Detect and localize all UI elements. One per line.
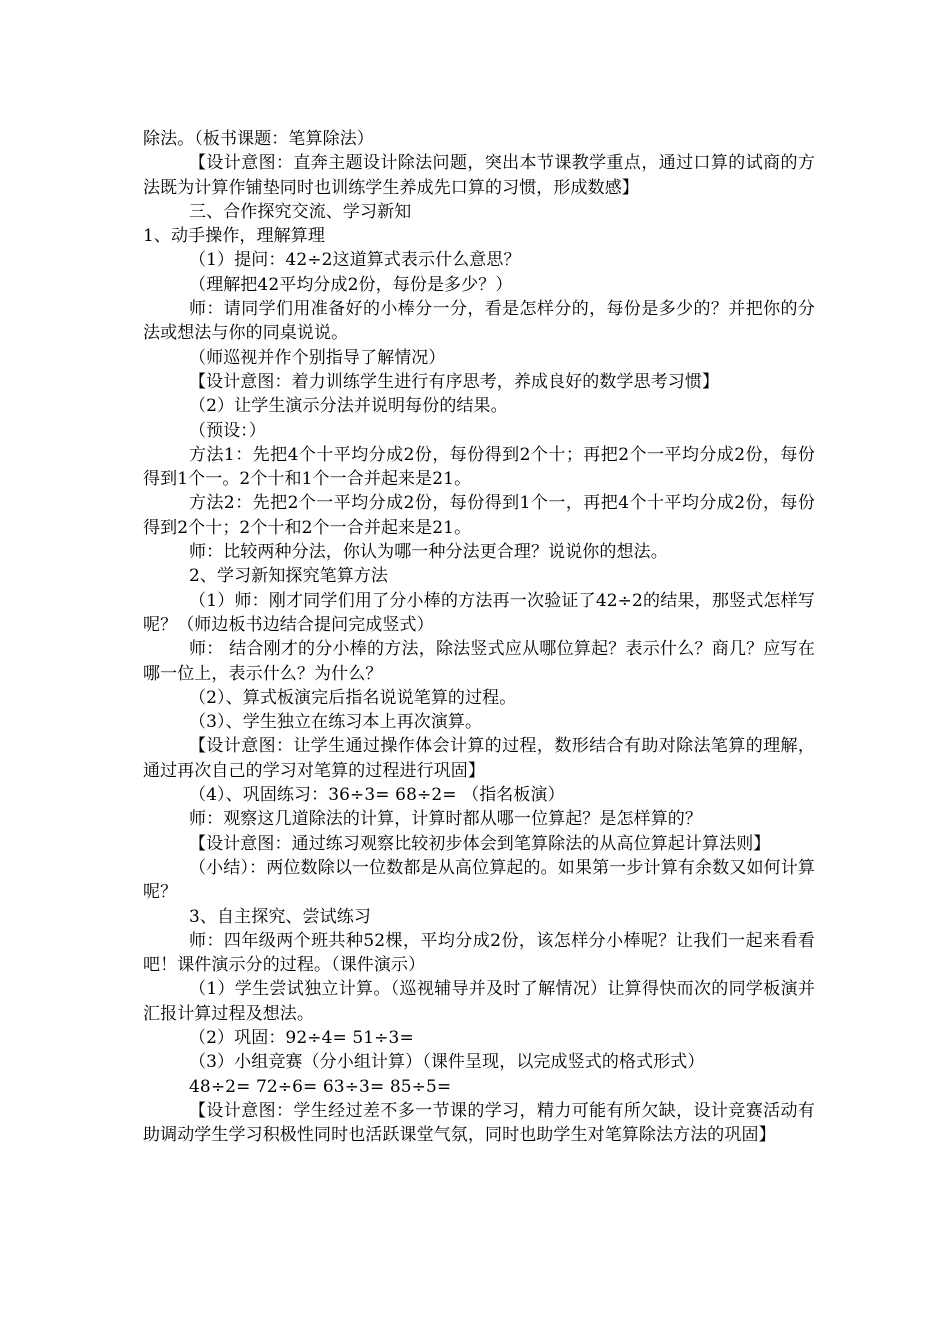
paragraph: （1）学生尝试独立计算。（巡视辅导并及时了解情况）让算得快而次的同学板演并汇报计算过程及想法。 <box>143 979 815 1024</box>
paragraph: 师：观察这几道除法的计算，计算时都从哪一位算起？是怎样算的？ <box>189 809 702 830</box>
paragraph: 1、动手操作，理解算理 <box>143 226 325 247</box>
paragraph: （1）提问：42÷2这道算式表示什么意思？ <box>189 250 521 271</box>
paragraph: （3）、学生独立在练习本上再次演算。 <box>189 712 483 733</box>
paragraph: （理解把42平均分成2份，每份是多少？） <box>189 274 513 295</box>
paragraph: 3、自主探究、尝试练习 <box>189 906 371 927</box>
paragraph: 方法1：先把4个十平均分成2份，每份得到2个十；再把2个一平均分成2份，每份得到1个一。2个十和1个一合并起来是21。 <box>143 444 815 490</box>
paragraph: 方法2：先把2个一平均分成2份，每份得到1个一，再把4个十平均分成2份，每份得到2个十；2个十和2个一合并起来是21。 <box>143 493 815 538</box>
paragraph: 三、合作探究交流、学习新知 <box>189 201 412 222</box>
paragraph: （3）小组竞赛（分小组计算）（课件呈现，以完成竖式的格式形式） <box>189 1052 705 1073</box>
paragraph: （师巡视并作个别指导了解情况） <box>189 347 446 368</box>
paragraph: （1）师：刚才同学们用了分小棒的方法再一次验证了42÷2的结果，那竖式怎样写呢？（师边板书边结合提问完成竖式） <box>143 590 815 635</box>
paragraph: 师：比较两种分法，你认为哪一种分法更合理？说说你的想法。 <box>189 542 668 563</box>
paragraph: 【设计意图：通过练习观察比较初步体会到笔算除法的从高位算起计算法则】 <box>189 833 771 854</box>
document-body <box>143 127 815 1147</box>
paragraph: （预设：） <box>189 420 266 441</box>
paragraph: （2）、算式板演完后指名说说笔算的过程。 <box>189 687 517 708</box>
paragraph: 【设计意图：让学生通过操作体会计算的过程，数形结合有助对除法笔算的理解，通过再次自己的学习对笔算的过程进行巩固】 <box>143 736 815 781</box>
paragraph: 师：四年级两个班共种52棵，平均分成2份，该怎样分小棒呢？让我们一起来看看吧！课件演示分的过程。（课件演示） <box>143 930 815 976</box>
paragraph: 【设计意图：学生经过差不多一节课的学习，精力可能有所欠缺，设计竞赛活动有助调动学生学习积极性同时也活跃课堂气氛，同时也助学生对笔算除法方法的巩固】 <box>143 1100 815 1146</box>
paragraph: 【设计意图：直奔主题设计除法问题，突出本节课教学重点，通过口算的试商的方法既为计算作铺垫同时也训练学生养成先口算的习惯，形成数感】 <box>143 153 815 198</box>
paragraph: 48÷2= 72÷6= 63÷3= 85÷5= <box>189 1076 452 1097</box>
paragraph: （2）让学生演示分法并说明每份的结果。 <box>189 396 508 417</box>
paragraph: 师：请同学们用准备好的小棒分一分，看是怎样分的，每份是多少的？并把你的分法或想法与你的同桌说说。 <box>143 299 815 344</box>
paragraph: （4）、巩固练习：36÷3= 68÷2= （指名板演） <box>189 785 565 806</box>
paragraph: 除法。（板书课题：笔算除法） <box>143 129 374 149</box>
paragraph: （小结）：两位数除以一位数都是从高位算起的。如果第一步计算有余数又如何计算呢？ <box>143 857 815 903</box>
paragraph: 2、学习新知探究笔算方法 <box>189 566 389 587</box>
paragraph: 【设计意图：着力训练学生进行有序思考，养成良好的数学思考习惯】 <box>189 371 720 392</box>
paragraph: （2）巩固：92÷4= 51÷3= <box>189 1027 414 1048</box>
paragraph: 师： 结合刚才的分小棒的方法，除法竖式应从哪位算起？表示什么？商几？应写在哪一位上，表示什么？为什么？ <box>143 639 815 684</box>
